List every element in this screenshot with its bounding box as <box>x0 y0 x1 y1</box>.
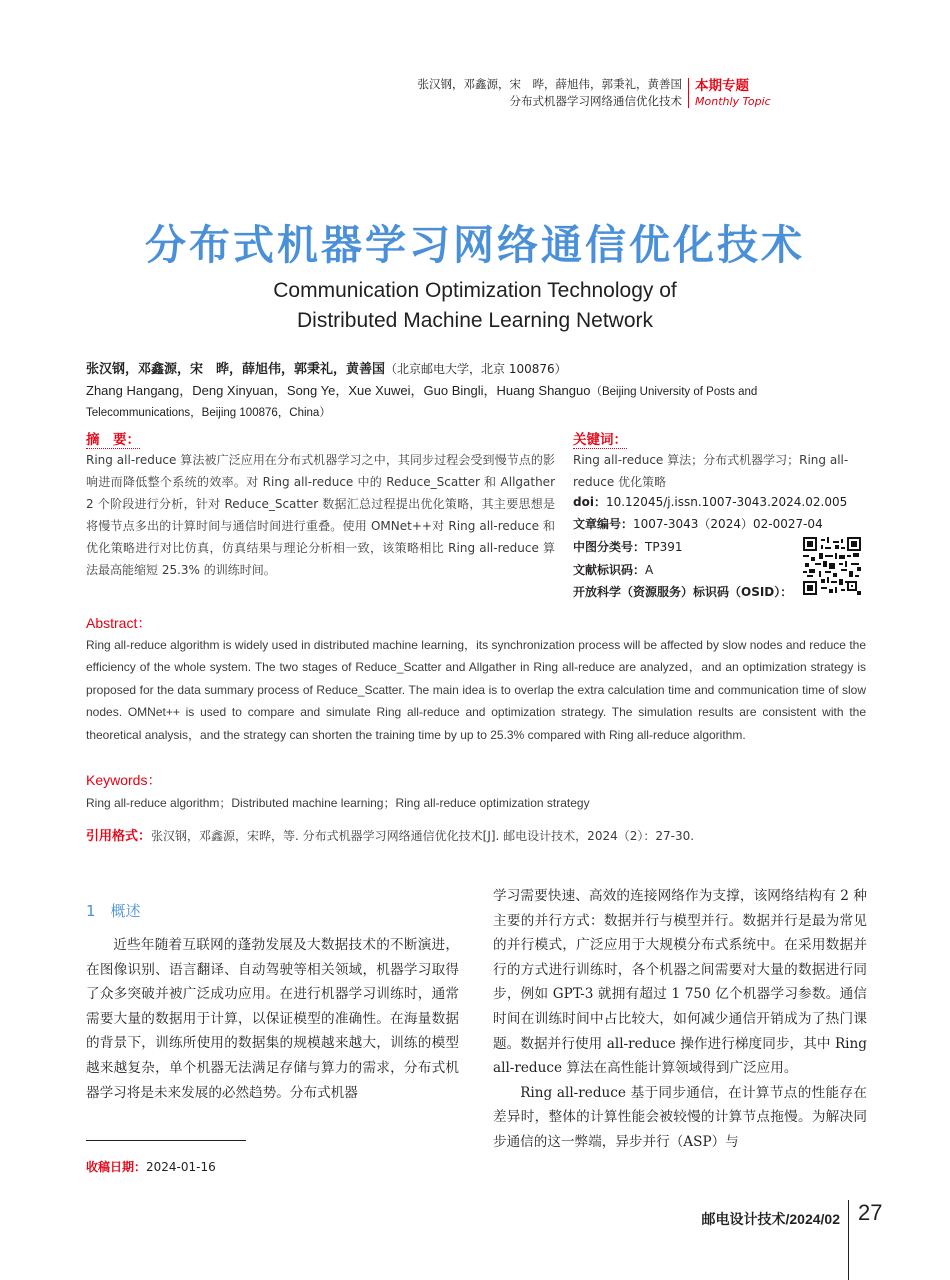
article-number-label: 文章编号： <box>573 517 634 531</box>
paper-title-en-line1: Communication Optimization Technology of <box>273 279 677 302</box>
footnote-rule <box>86 1140 246 1141</box>
body-paragraph: Ring all-reduce 基于同步通信，在计算节点的性能存在差异时，整体的计算性能会被较慢的计算节点拖慢。为解决同步通信的这一弊端，异步并行（ASP）与 <box>493 1084 867 1150</box>
keywords-cn-text: Ring all-reduce 算法；分布式机器学习；Ring all-reduce 优化策略 <box>573 453 849 489</box>
authors-cn-names: 张汉钢，邓鑫源，宋 晔，薛旭伟，郭秉礼，黄善国 <box>86 362 386 377</box>
section-tag <box>695 78 771 109</box>
document-code-label: 文献标识码： <box>573 563 646 577</box>
section-heading: 1 概述 <box>86 902 141 920</box>
osid-line <box>573 583 792 600</box>
authors-en-names: Zhang Hangang，Deng Xinyuan，Song Ye，Xue Xuwei，Guo Bingli，Huang Shanguo <box>86 383 591 398</box>
authors-en-affiliation: （Beijing University of Posts and Telecommunications，Beijing 100876，China） <box>86 386 758 419</box>
keywords-en-text: Ring all-reduce algorithm；Distributed machine learning；Ring all-reduce optimization strategy <box>86 796 590 810</box>
citation-line <box>86 825 694 844</box>
received-date <box>86 1158 216 1175</box>
doi-label: doi： <box>573 495 606 509</box>
abstract-cn-text: Ring all-reduce 算法被广泛应用在分布式机器学习之中，其同步过程会受到慢节点的影响进而降低整个系统的效率。对 Ring all-reduce 中的 Reduce_Scatter 和 Allgather 2 个阶段进行分析，针对 Reduce_Scatter 数据汇总过程提出优化策略，其主要思想是将慢节点多出的计算时间与通信时间进行重叠。使用 OMNet++对 Ring all-reduce 和优化策略进行对比仿真，仿真结果与理论分析相一致，该策略相比 Ring all-reduce 算法最高能缩短 25.3% 的训练时间。 <box>86 453 555 577</box>
citation-label: 引用格式： <box>86 829 152 844</box>
paper-title-en-line2: Distributed Machine Learning Network <box>296 309 653 332</box>
document-code-line <box>573 561 653 578</box>
abstract-en-text: Ring all-reduce algorithm is widely used in distributed machine learning，its synchronization process will be affected by slow nodes and reduce the efficiency of the whole system. The two stages of Reduce_Scatter and Allgather in Ring all-reduce are analyzed，and an optimization strategy is proposed for the data summary process of Reduce_Scatter. The main idea is to overlap the extra calculation time and communication time of slow nodes. OMNet++ is used to compare and simulate Ring all-reduce and optimization strategy. The simulation results are consistent with the theoretical analysis，and the strategy can shorten the training time by up to 25.3% compared with Ring all-reduce algorithm. <box>86 638 866 742</box>
qr-code-icon <box>803 537 861 595</box>
document-code-value: A <box>645 563 654 577</box>
body-column-left <box>86 933 459 1105</box>
body-paragraph: 学习需要快速、高效的连接网络作为支撑，该网络结构有 2 种主要的并行方式：数据并行与模型并行。数据并行是最为常见的并行模式，广泛应用于大规模分布式系统中。在采用数据并行的方式进行训练时，各个机器之间需要对大量的数据进行同步，例如 GPT-3 就拥有超过 1 750 亿个机器学习参数。通信时间在训练时间中占比较大，如何减少通信开销成为了热门课题。数据并行使用 all-reduce 操作进行梯度同步，其中 Ring all-reduce 算法在高性能计算领域得到广泛应用。 <box>493 888 867 1077</box>
section-tag-en: Monthly Topic <box>695 95 771 108</box>
section-tag-cn: 本期专题 <box>695 78 749 94</box>
running-header <box>418 76 683 110</box>
article-number-line <box>573 515 823 532</box>
footer-journal: 邮电设计技术/2024/02 <box>701 1211 840 1227</box>
clc-line <box>573 538 683 555</box>
osid-label: 开放科学（资源服务）标识码（OSID）： <box>573 585 793 599</box>
keywords-en-label: Keywords： <box>86 772 162 788</box>
abstract-en-label: Abstract： <box>86 615 152 631</box>
footer-divider <box>848 1200 849 1280</box>
header-divider <box>688 78 689 108</box>
citation-text: 张汉钢，邓鑫源，宋晔，等. 分布式机器学习网络通信优化技术[J]. 邮电设计技术，2024（2）：27-30. <box>151 829 695 843</box>
clc-value: TP391 <box>645 540 683 554</box>
abstract-cn-label: 摘 要： <box>86 428 140 449</box>
paper-title-en <box>0 276 950 336</box>
keywords-cn-label: 关键词： <box>573 428 627 449</box>
paper-title-cn: 分布式机器学习网络通信优化技术 <box>145 221 805 269</box>
authors-cn-affiliation: （北京邮电大学，北京 100876） <box>385 362 567 376</box>
running-header-authors: 张汉钢，邓鑫源，宋 晔，薛旭伟，郭秉礼，黄善国 <box>417 77 682 91</box>
page-number: 27 <box>858 1200 883 1225</box>
authors-cn <box>86 358 567 377</box>
received-date-label: 收稿日期： <box>86 1160 147 1174</box>
clc-label: 中图分类号： <box>573 540 646 554</box>
doi-value: 10.12045/j.issn.1007-3043.2024.02.005 <box>605 495 848 509</box>
doi-line <box>573 493 847 510</box>
authors-en <box>86 381 866 423</box>
body-paragraph: 近些年随着互联网的蓬勃发展及大数据技术的不断演进，在图像识别、语言翻译、自动驾驶等相关领域，机器学习取得了众多突破并被广泛成功应用。在进行机器学习训练时，通常需要大量的数据用于计算，以保证模型的准确性。在海量数据的背景下，训练所使用的数据集的规模越来越大，训练的模型越来越复杂，单个机器无法满足存储与算力的需求，分布式机器学习将是未来发展的必然趋势。分布式机器 <box>86 937 459 1101</box>
body-column-right <box>493 884 867 1155</box>
running-header-title: 分布式机器学习网络通信优化技术 <box>509 94 682 108</box>
article-number-value: 1007-3043（2024）02-0027-04 <box>633 517 823 531</box>
received-date-value: 2024-01-16 <box>146 1160 216 1174</box>
